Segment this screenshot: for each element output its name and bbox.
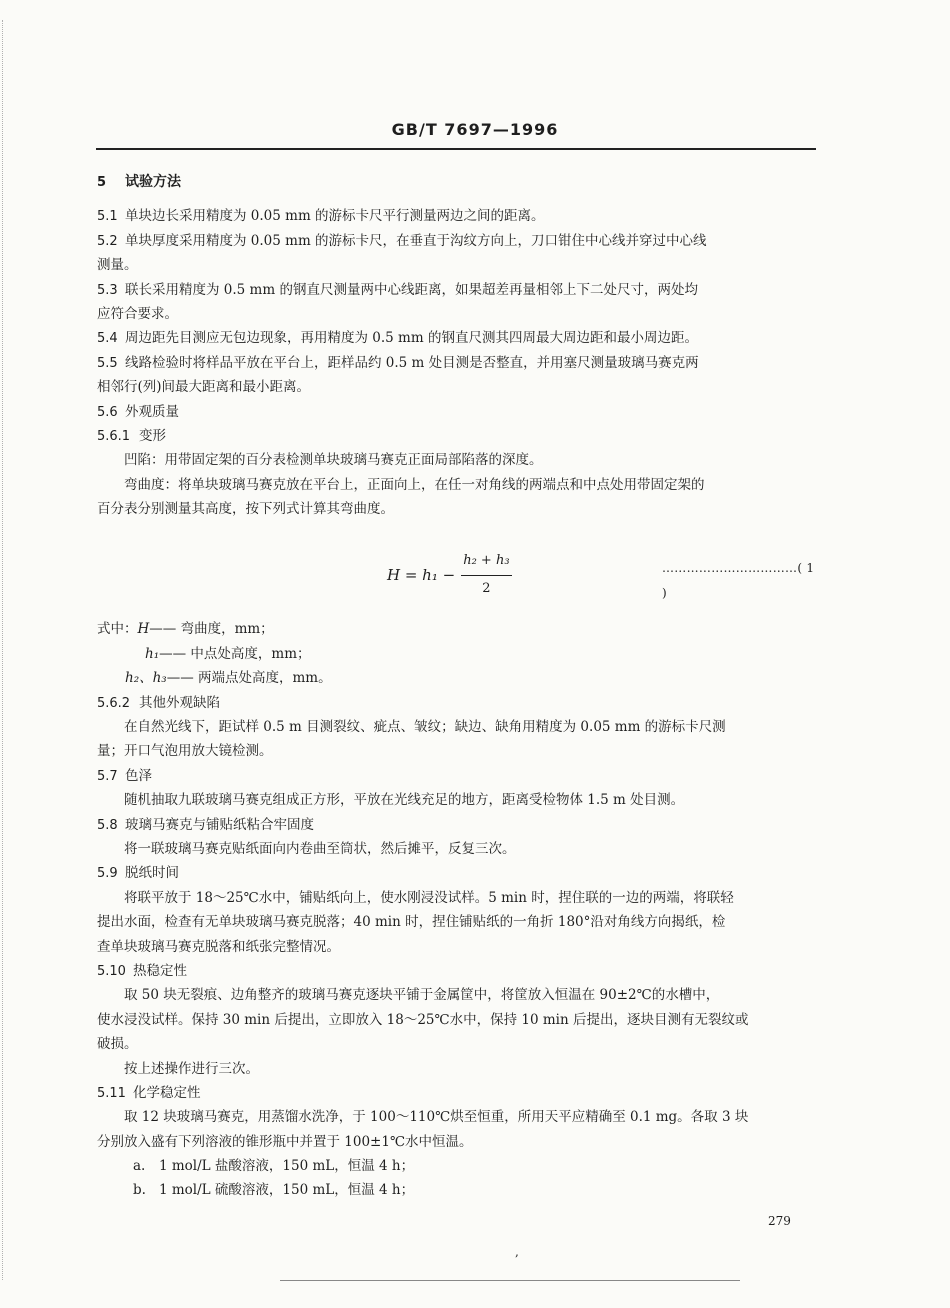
- clause-number: 5.7: [97, 768, 118, 784]
- where-desc: —— 弯曲度，mm；: [149, 621, 274, 638]
- clause-text-continued: 提出水面，检查有无单块玻璃马赛克脱落；40 min 时，捏住铺贴纸的一角折 180°沿对角线方向揭纸，检: [97, 914, 726, 931]
- bottom-rule: [280, 1280, 740, 1281]
- clause-5-6-2: [97, 691, 817, 715]
- clause-title: 变形: [139, 427, 166, 444]
- clause-number: 5.4: [97, 331, 118, 347]
- clause-text-continued: 破损。: [97, 1036, 138, 1053]
- clause-text: 线路检验时将样品平放在平台上，距样品约 0.5 m 处目测是否整直，并用塞尺测量玻璃马赛克两: [125, 354, 699, 371]
- formula-number-leader: [662, 556, 817, 605]
- section-title: 试验方法: [125, 174, 181, 190]
- leader-dots: ……………………………: [662, 561, 798, 576]
- equation-number: ( 1 ): [662, 561, 815, 600]
- where-line-3: [97, 666, 817, 690]
- where-desc: —— 两端点处高度，mm。: [166, 670, 332, 687]
- clause-number: 5.6.2: [97, 695, 131, 711]
- where-line-1: [97, 617, 817, 641]
- clause-text: 将联平放于 18～25℃水中，铺贴纸向上，使水刚浸没试样。5 min 时，捏住联的一边的两端，将联轻: [124, 889, 734, 906]
- stray-mark: ,: [515, 1245, 519, 1259]
- formula-denominator: 2: [482, 580, 491, 596]
- paragraph-curvature: 弯曲度：将单块玻璃马赛克放在平台上，正面向上，在任一对角线的两端点和中点处用带固定架的: [124, 476, 705, 493]
- clause-text: 按上述操作进行三次。: [124, 1060, 259, 1077]
- list-item: [97, 1178, 817, 1202]
- clause-number: 5.1: [97, 209, 118, 225]
- clause-5-6-1: [97, 424, 817, 448]
- header-rule: [96, 148, 816, 150]
- where-symbol: H: [137, 621, 150, 638]
- clause-5-9: [97, 861, 817, 885]
- clause-number: 5.2: [97, 233, 118, 249]
- where-intro: 式中：: [97, 621, 138, 638]
- page-number: 279: [768, 1214, 791, 1228]
- clause-number: 5.10: [97, 963, 126, 979]
- clause-number: 5.9: [97, 866, 118, 882]
- clause-text: 随机抽取九联玻璃马赛克组成正方形，平放在光线充足的地方，距离受检物体 1.5 m 处目测。: [124, 792, 685, 809]
- clause-5-11: [97, 1081, 817, 1105]
- clause-5-5: [97, 351, 817, 375]
- clause-text-continued: 应符合要求。: [97, 305, 178, 322]
- clause-text: 在自然光线下，距试样 0.5 m 目测裂纹、疵点、皱纹；缺边、缺角用精度为 0.05 mm 的游标卡尺测: [124, 719, 726, 736]
- clause-text: 取 50 块无裂痕、边角整齐的玻璃马赛克逐块平铺于金属筐中，将筐放入恒温在 90±2℃的水槽中，: [124, 987, 720, 1004]
- list-item: [97, 1154, 817, 1178]
- clause-title: 脱纸时间: [125, 865, 179, 882]
- list-item-text: 1 mol/L 硫酸溶液，150 mL，恒温 4 h；: [159, 1182, 415, 1199]
- clause-5-1: [97, 204, 817, 228]
- where-symbol: h₂、h₃: [125, 670, 167, 687]
- clause-text-continued: 使水浸没试样。保持 30 min 后提出，立即放入 18～25℃水中，保持 10 min 后提出，逐块目测有无裂纹或: [97, 1011, 749, 1028]
- list-item-label: a.: [133, 1158, 146, 1175]
- clause-5-10: [97, 959, 817, 983]
- clause-text-continued: 量；开口气泡用放大镜检测。: [97, 743, 273, 760]
- clause-title: 化学稳定性: [133, 1084, 201, 1101]
- clause-text: 联长采用精度为 0.5 mm 的钢直尺测量两中心线距离，如果超差再量相邻上下二处尺寸，两处均: [125, 281, 698, 298]
- formula-expression: [387, 549, 512, 601]
- clause-text-continued: 测量。: [97, 257, 138, 274]
- clause-text: 单块厚度采用精度为 0.05 mm 的游标卡尺，在垂直于沟纹方向上，刀口钳住中心线并穿过中心线: [125, 232, 707, 249]
- where-symbol: h₁: [145, 645, 160, 662]
- standard-code-header: GB/T 7697—1996: [391, 120, 559, 139]
- document-body: [97, 170, 817, 1203]
- section-number: 5: [97, 175, 107, 190]
- paragraph-depression: 凹陷：用带固定架的百分表检测单块玻璃马赛克正面局部陷落的深度。: [124, 452, 543, 469]
- clause-title: 外观质量: [125, 403, 179, 420]
- clause-number: 5.6.1: [97, 428, 131, 444]
- clause-text: 取 12 块玻璃马赛克，用蒸馏水洗净，于 100～110℃烘至恒重，所用天平应精确至 0.1 mg。各取 3 块: [124, 1109, 749, 1126]
- list-item-label: b.: [133, 1182, 146, 1199]
- clause-text-continued: 查单块玻璃马赛克脱落和纸张完整情况。: [97, 938, 340, 955]
- clause-number: 5.8: [97, 817, 118, 833]
- clause-number: 5.6: [97, 404, 118, 420]
- clause-text: 周边距先目测应无包边现象，再用精度为 0.5 mm 的钢直尺测其四周最大周边距和最小周边距。: [125, 330, 698, 347]
- clause-text: 将一联玻璃马赛克贴纸面向内卷曲至筒状，然后摊平，反复三次。: [124, 840, 516, 857]
- clause-5-7: [97, 764, 817, 788]
- clause-5-6: [97, 400, 817, 424]
- clause-5-3: [97, 278, 817, 302]
- clause-number: 5.5: [97, 355, 118, 371]
- where-desc: —— 中点处高度，mm；: [159, 645, 311, 662]
- where-line-2: [97, 642, 817, 666]
- clause-text-continued: 相邻行(列)间最大距离和最小距离。: [97, 379, 311, 396]
- formula-fraction: [461, 549, 511, 601]
- formula-numerator: h₂ + h₃: [461, 549, 511, 575]
- section-heading: [97, 170, 817, 194]
- list-item-text: 1 mol/L 盐酸溶液，150 mL，恒温 4 h；: [159, 1158, 415, 1175]
- clause-text: 单块边长采用精度为 0.05 mm 的游标卡尺平行测量两边之间的距离。: [125, 208, 545, 225]
- formula-1: [97, 535, 817, 605]
- clause-title: 其他外观缺陷: [139, 694, 220, 711]
- scan-edge-marks: [2, 20, 13, 1280]
- clause-title: 玻璃马赛克与铺贴纸粘合牢固度: [125, 816, 314, 833]
- clause-number: 5.11: [97, 1085, 126, 1101]
- clause-title: 色泽: [125, 767, 152, 784]
- clause-5-2: [97, 229, 817, 253]
- formula-lhs: H = h₁ −: [387, 566, 456, 585]
- paragraph-curvature-continued: 百分表分别测量其高度，按下列式计算其弯曲度。: [97, 501, 394, 518]
- clause-5-4: [97, 326, 817, 350]
- clause-number: 5.3: [97, 282, 118, 298]
- clause-title: 热稳定性: [133, 962, 187, 979]
- clause-5-8: [97, 813, 817, 837]
- clause-text-continued: 分别放入盛有下列溶液的锥形瓶中并置于 100±1℃水中恒温。: [97, 1133, 473, 1150]
